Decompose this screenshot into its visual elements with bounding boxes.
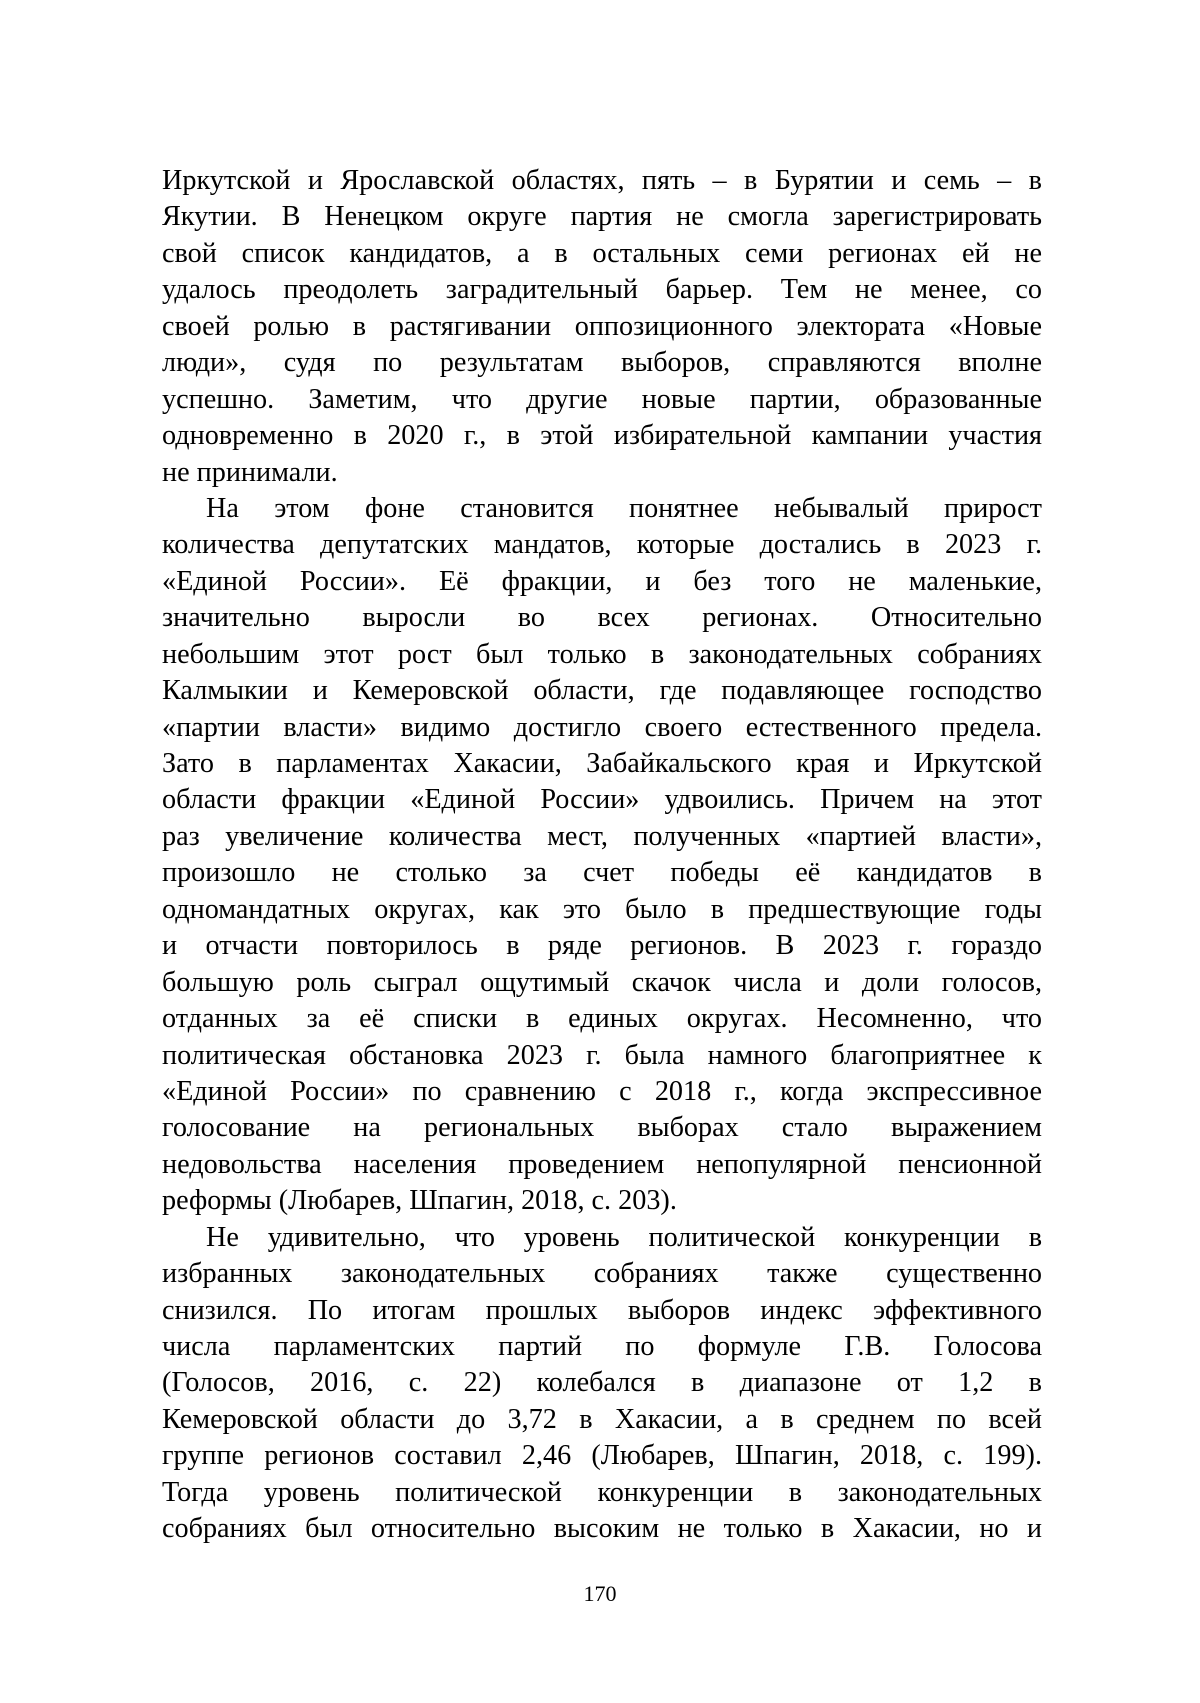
text-line: «Единой России». Её фракции, и без того не маленькие,	[162, 565, 1042, 597]
text-line: раз увеличение количества мест, полученных «партией власти»,	[162, 820, 1042, 852]
text-line: политическая обстановка 2023 г. была намного благоприятнее к	[162, 1039, 1042, 1071]
text-line: избранных законодательных собраниях также существенно	[162, 1258, 1042, 1290]
text-line: свой список кандидатов, а в остальных семи регионах ей не	[162, 237, 1042, 269]
text-line: Якутии. В Ненецком округе партия не смогла зарегистрировать	[162, 201, 1042, 233]
text-line: своей ролью в растягивании оппозиционного электората «Новые	[162, 310, 1042, 342]
text-line: На этом фоне становится понятнее небывалый прирост	[206, 492, 1042, 524]
text-line: отданных за её списки в единых округах. Несомненно, что	[162, 1003, 1042, 1035]
text-line: снизился. По итогам прошлых выборов индекс эффективного	[162, 1294, 1042, 1326]
text-line: одномандатных округах, как это было в предшествующие годы	[162, 893, 1042, 925]
text-line: собраниях был относительно высоким не только в Хакасии, но и	[162, 1513, 1042, 1545]
text-line: не принимали.	[162, 456, 338, 488]
text-line: одновременно в 2020 г., в этой избирательной кампании участия	[162, 420, 1042, 452]
text-line: «партии власти» видимо достигло своего естественного предела.	[162, 711, 1042, 743]
text-line: Калмыкии и Кемеровской области, где подавляющее господство	[162, 675, 1042, 707]
page-number: 170	[583, 1581, 617, 1606]
text-line: успешно. Заметим, что другие новые партии, образованные	[162, 383, 1042, 415]
text-line: большую роль сыграл ощутимый скачок числа и доли голосов,	[162, 966, 1042, 998]
text-line: и отчасти повторилось в ряде регионов. В 2023 г. гораздо	[162, 930, 1042, 962]
text-line: (Голосов, 2016, с. 22) колебался в диапазоне от 1,2 в	[162, 1367, 1042, 1399]
text-line: области фракции «Единой России» удвоились. Причем на этот	[162, 784, 1042, 816]
paragraph	[162, 491, 1042, 1220]
text-line: Не удивительно, что уровень политической конкуренции в	[206, 1221, 1042, 1253]
text-line: произошло не столько за счет победы её кандидатов в	[162, 857, 1042, 889]
paragraph	[162, 1220, 1042, 1548]
text-line: Тогда уровень политической конкуренции в законодательных	[162, 1476, 1042, 1508]
text-line: группе регионов составил 2,46 (Любарев, Шпагин, 2018, с. 199).	[162, 1440, 1042, 1472]
text-line: голосование на региональных выборах стало выражением	[162, 1112, 1042, 1144]
text-line: удалось преодолеть заградительный барьер. Тем не менее, со	[162, 274, 1042, 306]
text-line: «Единой России» по сравнению с 2018 г., когда экспрессивное	[162, 1075, 1042, 1107]
text-line: недовольства населения проведением непопулярной пенсионной	[162, 1148, 1042, 1180]
text-line: числа парламентских партий по формуле Г.В. Голосова	[162, 1331, 1042, 1362]
text-line: Зато в парламентах Хакасии, Забайкальского края и Иркутской	[162, 748, 1042, 779]
text-line: небольшим этот рост был только в законодательных собраниях	[162, 638, 1042, 670]
text-line: значительно выросли во всех регионах. Относительно	[162, 602, 1042, 634]
text-line: Кемеровской области до 3,72 в Хакасии, а в среднем по всей	[162, 1403, 1042, 1435]
text-line: люди», судя по результатам выборов, справляются вполне	[162, 347, 1042, 379]
text-line: количества депутатских мандатов, которые достались в 2023 г.	[162, 529, 1042, 561]
page-body	[162, 163, 1042, 1548]
paragraph	[162, 163, 1042, 491]
text-line: реформы (Любарев, Шпагин, 2018, с. 203).	[162, 1185, 677, 1217]
text-line: Иркутской и Ярославской областях, пять – в Бурятии и семь – в	[162, 165, 1042, 196]
